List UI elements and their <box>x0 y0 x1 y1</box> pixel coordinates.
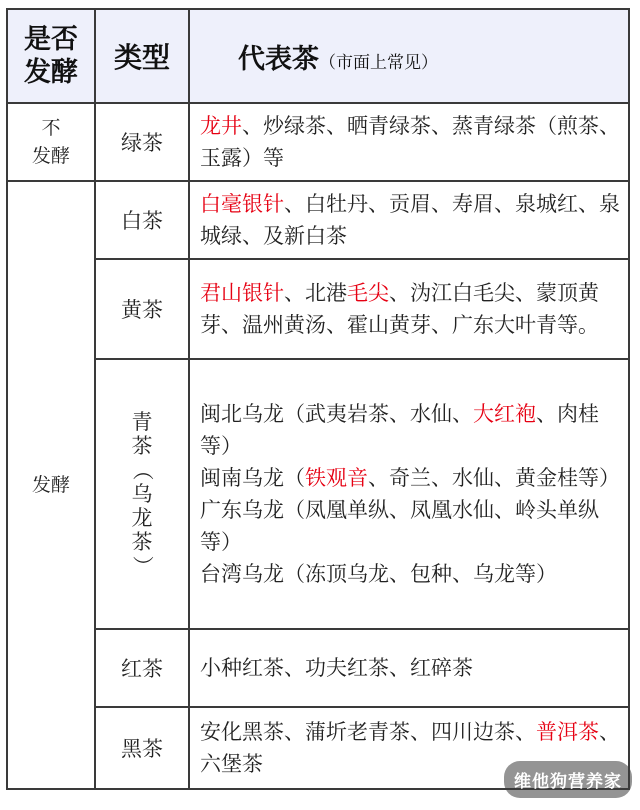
tea-text: 、奇兰、水仙、黄金桂等） <box>368 466 620 490</box>
type-char: 茶 <box>131 530 153 554</box>
oolong-minnan <box>200 462 620 494</box>
type-yellow-tea: 黄茶 <box>95 259 189 359</box>
tea-text: 、六堡茶 <box>200 720 620 776</box>
tea-text: 、白牡丹、贡眉、寿眉、泉城红、泉城绿、及新白茶 <box>200 192 620 248</box>
table-row <box>7 629 629 707</box>
table-row <box>7 181 629 259</box>
header-row <box>7 9 629 103</box>
highlight-tea: 白毫银针 <box>200 192 284 216</box>
tea-text: 、肉桂等） <box>200 402 599 458</box>
type-black-tea: 红茶 <box>95 629 189 707</box>
type-green-tea: 绿茶 <box>95 103 189 181</box>
tea-text: 闽南乌龙（ <box>200 466 305 490</box>
tea-text: 、炒绿茶、晒青绿茶、蒸青绿茶（煎茶、玉露）等 <box>200 114 620 170</box>
highlight-tea: 龙井 <box>200 114 242 138</box>
type-char: 龙 <box>131 506 153 530</box>
tea-text: 安化黑茶、蒲圻老青茶、四川边茶、 <box>200 720 536 744</box>
header-fermented-line1: 是否 <box>24 24 78 55</box>
oolong-guangdong: 广东乌龙（凤凰单纵、凤凰水仙、岭头单纵等） <box>200 498 599 554</box>
category-unfermented <box>7 103 95 181</box>
type-char: 青 <box>131 410 153 434</box>
tea-list-red: 小种红茶、功夫红茶、红碎茶 <box>189 629 629 707</box>
highlight-tea: 毛尖 <box>347 281 389 305</box>
tea-list-white <box>189 181 629 259</box>
header-type: 类型 <box>95 9 189 103</box>
type-paren-open: （ <box>130 459 154 481</box>
header-representative-tea <box>189 9 629 103</box>
type-dark-tea: 黑茶 <box>95 707 189 789</box>
tea-text: 、北港 <box>284 281 347 305</box>
tea-text: 、沩江白毛尖、蒙顶黄芽、温州黄汤、霍山黄芽、广东大叶青等。 <box>200 281 599 337</box>
table-row <box>7 359 629 629</box>
oolong-minbei <box>200 398 620 462</box>
type-paren-close: ） <box>130 555 154 577</box>
table-row <box>7 259 629 359</box>
tea-list-green <box>189 103 629 181</box>
header-fermented <box>7 9 95 103</box>
highlight-tea: 君山银针 <box>200 281 284 305</box>
watermark-badge: 维他狗营养家 <box>504 761 632 798</box>
oolong-taiwan: 台湾乌龙（冻顶乌龙、包种、乌龙等） <box>200 562 557 586</box>
header-representative-label: 代表茶 <box>238 43 319 75</box>
type-char: 茶 <box>131 434 153 458</box>
header-note: （市面上常见） <box>319 52 438 73</box>
header-fermented-line2: 发酵 <box>24 57 78 88</box>
category-line2: 发酵 <box>31 145 70 167</box>
type-white-tea: 白茶 <box>95 181 189 259</box>
table-row <box>7 103 629 181</box>
tea-text: 闽北乌龙（武夷岩茶、水仙、 <box>200 402 473 426</box>
category-fermented: 发酵 <box>7 181 95 789</box>
tea-list-yellow <box>189 259 629 359</box>
highlight-tea: 大红袍 <box>473 402 536 426</box>
highlight-tea: 普洱茶 <box>536 720 599 744</box>
type-oolong-tea <box>95 359 189 629</box>
highlight-tea: 铁观音 <box>305 466 368 490</box>
tea-list-oolong <box>189 359 629 629</box>
category-line1: 不 <box>41 117 61 139</box>
type-char: 乌 <box>131 482 153 506</box>
tea-classification-table <box>6 8 630 790</box>
